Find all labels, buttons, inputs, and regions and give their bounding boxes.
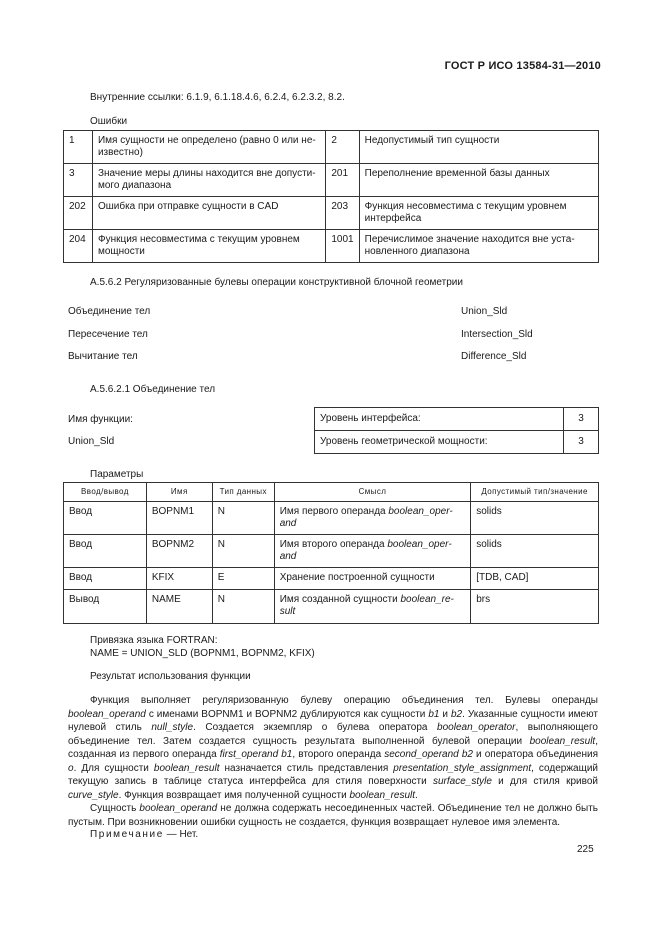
op-name-difference: Вычитание тел bbox=[68, 351, 138, 362]
page-number: 225 bbox=[577, 844, 594, 855]
error-code: 203 bbox=[326, 197, 359, 230]
param-name: NAME bbox=[146, 590, 212, 624]
document-header: ГОСТ Р ИСО 13584-31—2010 bbox=[444, 60, 601, 72]
error-text: Функция несовместима с текущим уровнем интерфейса bbox=[359, 197, 598, 230]
section-title: А.5.6.2 Регуляризованные булевы операции конструктивной блочной геометрии bbox=[90, 277, 463, 288]
internal-references: Внутренние ссылки: 6.1.9, 6.1.18.4.6, 6.2.4, 6.2.3.2, 8.2. bbox=[90, 92, 345, 103]
fortran-call: NAME = UNION_SLD (BOPNM1, BOPNM2, KFIX) bbox=[90, 648, 315, 659]
error-text: Недопустимый тип сущности bbox=[359, 131, 598, 164]
error-text: Ошибка при отправке сущности в CAD bbox=[92, 197, 325, 230]
note-text: — Нет. bbox=[163, 829, 199, 840]
param-io: Ввод bbox=[64, 535, 147, 568]
error-code: 202 bbox=[64, 197, 93, 230]
error-text: Значение меры длины находится вне допусти-мого диапазона bbox=[92, 164, 325, 197]
param-name: KFIX bbox=[146, 568, 212, 590]
params-row bbox=[64, 568, 599, 590]
error-code: 1001 bbox=[326, 230, 359, 263]
op-name-union: Объединение тел bbox=[68, 306, 151, 317]
params-row bbox=[64, 535, 599, 568]
param-meaning: Имя первого операнда boolean_oper-and bbox=[274, 502, 471, 535]
errors-row bbox=[64, 230, 599, 263]
result-paragraph-1: Функция выполняет регуляризованную булеву операцию объединения тел. Булевы операнды boolean_operand с именами BOPNM1 и BOPNM2 дублируются как сущности b1 и b2. Указанные сущности имеют нулевой стиль null_style. Создается экземпляр о булева оператора boolean_operator, выполняющего объединение тел. Затем создается сущность результата выполненной булевой операции boolean_result, созданная из первого операнда first_operand b1, второго операнда second_operand b2 и оператора объединения o. Для сущности boolean_result назначается стиль представления presentation_style_assignment, содержащий текущую запись в таблице статуса интерфейса для стиля поверхности surface_style и для стиля кривой curve_style. Функция возвращает имя полученной сущности boolean_result. bbox=[68, 695, 599, 801]
param-value: solids bbox=[471, 502, 599, 535]
interface-level-value: 3 bbox=[564, 408, 599, 431]
param-io: Ввод bbox=[64, 502, 147, 535]
errors-table bbox=[63, 130, 599, 263]
params-label: Параметры bbox=[90, 469, 144, 480]
function-name-label: Имя функции: bbox=[68, 414, 133, 425]
result-paragraph-2: Сущность boolean_operand не должна содержать несоединенных частей. Объединение тел не должно быть пустым. При возникновении ошибки сущность не создается, функция возвращает нулевое имя элемента. bbox=[68, 803, 598, 828]
error-code: 2 bbox=[326, 131, 359, 164]
param-value: brs bbox=[471, 590, 599, 624]
params-header-io: Ввод/вывод bbox=[64, 483, 147, 502]
error-text: Переполнение временной базы данных bbox=[359, 164, 598, 197]
params-row bbox=[64, 502, 599, 535]
param-type: N bbox=[212, 590, 274, 624]
error-code: 204 bbox=[64, 230, 93, 263]
params-header-value: Допустимый тип/значение bbox=[471, 483, 599, 502]
error-text: Имя сущности не определено (равно 0 или не-известно) bbox=[92, 131, 325, 164]
fortran-title: Привязка языка FORTRAN: bbox=[90, 635, 218, 646]
error-code: 1 bbox=[64, 131, 93, 164]
param-meaning: Хранение построенной сущности bbox=[274, 568, 471, 590]
params-row bbox=[64, 590, 599, 624]
errors-row bbox=[64, 197, 599, 230]
param-type: N bbox=[212, 502, 274, 535]
result-description bbox=[68, 694, 598, 829]
op-code-intersection: Intersection_Sld bbox=[461, 329, 533, 340]
param-value: solids bbox=[471, 535, 599, 568]
param-meaning: Имя созданной сущности boolean_re-sult bbox=[274, 590, 471, 624]
error-code: 201 bbox=[326, 164, 359, 197]
error-text: Функция несовместима с текущим уровнем мощности bbox=[92, 230, 325, 263]
param-io: Ввод bbox=[64, 568, 147, 590]
param-type: N bbox=[212, 535, 274, 568]
params-header-name: Имя bbox=[146, 483, 212, 502]
param-value: [TDB, CAD] bbox=[471, 568, 599, 590]
errors-row bbox=[64, 131, 599, 164]
errors-row bbox=[64, 164, 599, 197]
result-title: Результат использования функции bbox=[90, 671, 251, 682]
param-meaning: Имя второго операнда boolean_oper-and bbox=[274, 535, 471, 568]
error-text: Перечислимое значение находится вне уста-новленного диапазона bbox=[359, 230, 598, 263]
geometry-level-label: Уровень геометрической мощности: bbox=[315, 431, 564, 454]
function-name-value: Union_Sld bbox=[68, 436, 115, 447]
note-label: Примечание bbox=[90, 829, 164, 840]
interface-level-label: Уровень интерфейса: bbox=[315, 408, 564, 431]
param-name: BOPNM2 bbox=[146, 535, 212, 568]
params-header-type: Тип данных bbox=[212, 483, 274, 502]
note bbox=[90, 829, 198, 841]
function-levels-table bbox=[314, 407, 599, 454]
params-table bbox=[63, 482, 599, 624]
errors-label: Ошибки bbox=[90, 116, 128, 127]
error-code: 3 bbox=[64, 164, 93, 197]
param-io: Вывод bbox=[64, 590, 147, 624]
geometry-level-value: 3 bbox=[564, 431, 599, 454]
params-header-meaning: Смысл bbox=[274, 483, 471, 502]
param-name: BOPNM1 bbox=[146, 502, 212, 535]
param-type: E bbox=[212, 568, 274, 590]
op-code-union: Union_Sld bbox=[461, 306, 508, 317]
op-name-intersection: Пересечение тел bbox=[68, 329, 148, 340]
op-code-difference: Difference_Sld bbox=[461, 351, 527, 362]
subsection-title: А.5.6.2.1 Объединение тел bbox=[90, 384, 216, 395]
